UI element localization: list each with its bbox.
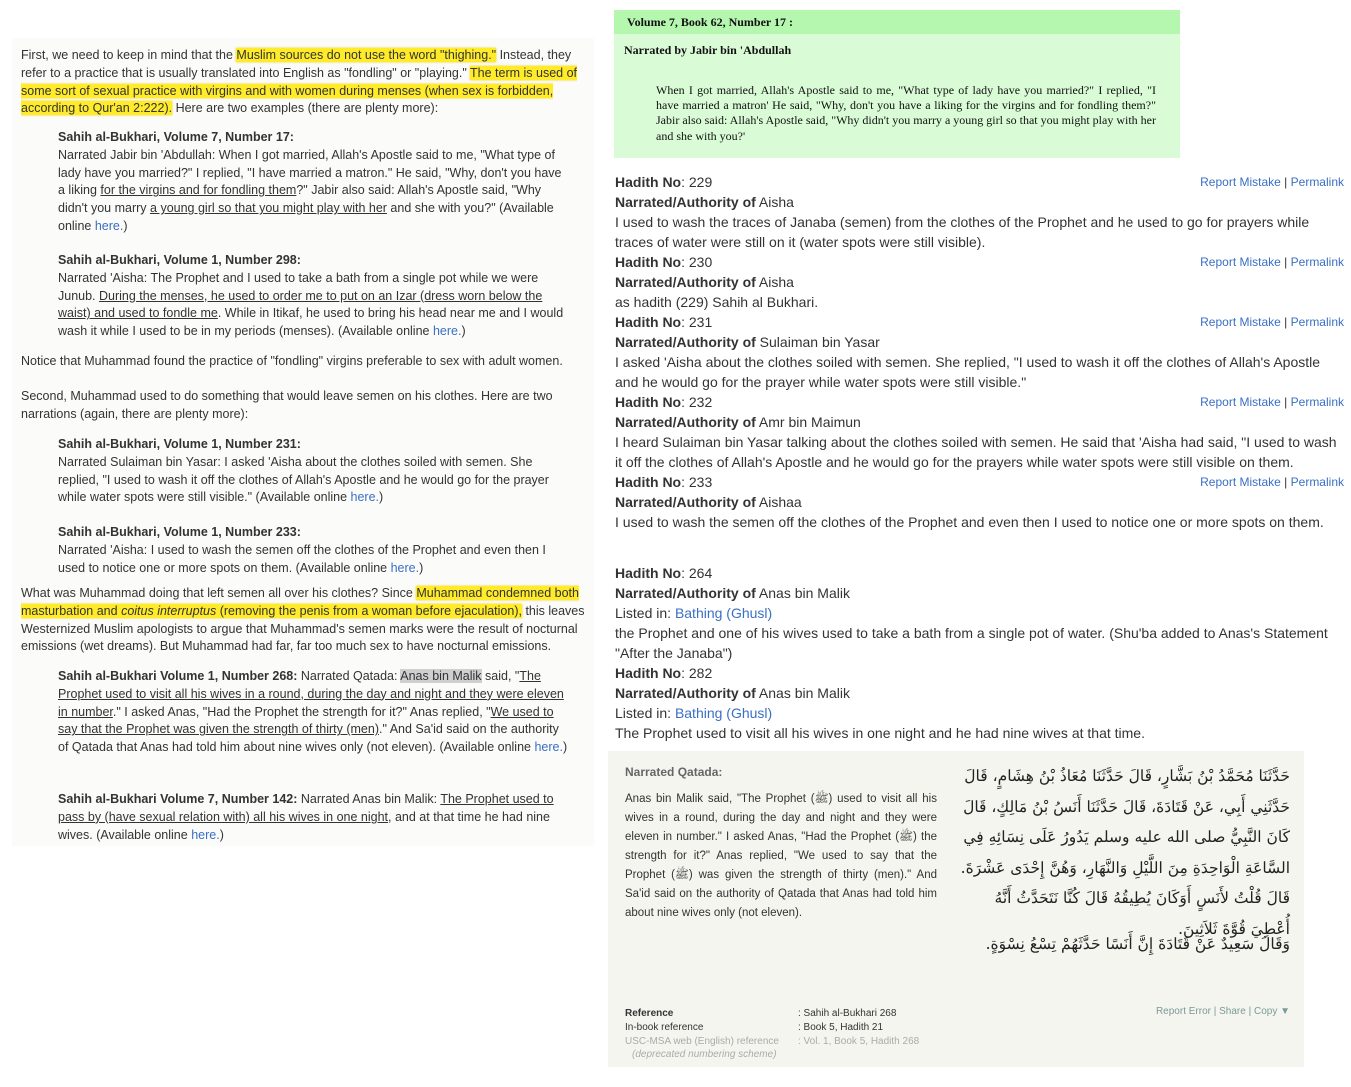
hadith-narrator [615, 492, 802, 512]
label: Hadith No [615, 665, 682, 681]
text: ." And Sa'id said on the authority of Qatada that Anas had told him about nine wives only (not eleven). (Available online [58, 722, 559, 755]
notice-paragraph: Notice that Muhammad found the practice of "fondling" virgins preferable to sex with adult women. [21, 354, 563, 368]
hadith-text: I used to wash the semen off the clothes of the Prophet and even then I used to notice one or more spots on them. [615, 514, 1324, 530]
hadith-actions [1200, 172, 1344, 192]
reference-value: : Sahih al-Bukhari 268 [798, 1008, 897, 1019]
hadith-box-header [614, 10, 1180, 34]
hadith-actions [1200, 392, 1344, 412]
what-paragraph [21, 585, 591, 656]
label: Listed in: [615, 605, 675, 621]
hadith-narrator [615, 332, 880, 352]
quote-bukhari-7-142 [58, 791, 568, 844]
hadith-narrator [615, 683, 850, 703]
underline: The Prophet used to visit all his wives in a round, during the day and night and they were eleven in number [58, 669, 564, 719]
text: ) [219, 827, 224, 842]
narrator: Narrated by Jabir bin 'Abdullah [624, 43, 792, 57]
hadith-text: the Prophet and one of his wives used to take a bath from a single pot of water. (Shu'ba added to Anas's Statement "After the Janaba") [615, 625, 1328, 661]
hadith-box-title: Volume 7, Book 62, Number 17 : [627, 15, 794, 29]
label: Narrated/Authority of [615, 585, 756, 601]
value: : 230 [681, 254, 713, 270]
hadith-narrator [615, 412, 861, 432]
inbook-value: : Book 5, Hadith 21 [798, 1022, 884, 1033]
share-link[interactable]: Share [1219, 1006, 1246, 1017]
text: , and at that time he had nine wives. (Available online [58, 809, 550, 842]
quote-title: Sahih al-Bukhari, Volume 7, Number 17: [58, 130, 294, 144]
text: ?" Jabir also said: Allah's Apostle said, "Why didn't you marry [58, 183, 542, 216]
separator: | [1280, 255, 1291, 269]
source-link[interactable]: here. [432, 324, 462, 339]
label: Hadith No [615, 174, 682, 190]
text: Narrated Qatada: [297, 669, 401, 683]
text: Narrated Sulaiman bin Yasar: I asked 'Aisha about the clothes soiled with semen. She replied, "I used to wash it off the clothes of Allah's Apostle and he would go for the prayer while water spots were still visible." (Available online [58, 454, 549, 505]
value: Anas bin Malik [755, 685, 850, 701]
hadith-number [615, 472, 712, 492]
quote-title: Sahih al-Bukhari, Volume 1, Number 298: [58, 253, 301, 267]
report-mistake-link[interactable]: Report Mistake [1200, 255, 1281, 269]
source-link[interactable]: here. [94, 218, 124, 233]
second-paragraph: Second, Muhammad used to do something that would leave semen on his clothes. Here are two narrations (again, there are plenty more): [21, 389, 553, 421]
text: ) [562, 740, 568, 755]
text: First, we need to keep in mind that the [21, 48, 237, 62]
quote-title: Sahih al-Bukhari Volume 1, Number 268: [58, 669, 298, 683]
label: Narrated/Authority of [615, 685, 756, 701]
value: Aisha [755, 194, 794, 210]
quote-bukhari-1-268 [58, 668, 568, 757]
value: : 264 [681, 565, 713, 581]
hadith-text: I used to wash the traces of Janaba (semen) from the clothes of the Prophet and he used to go for prayers while traces of water were still on it (water spots were still visible). [615, 214, 1310, 250]
report-mistake-link[interactable]: Report Mistake [1200, 175, 1281, 189]
separator: | [1280, 395, 1291, 409]
value: Amr bin Maimun [755, 414, 861, 430]
report-mistake-link[interactable]: Report Mistake [1200, 475, 1281, 489]
text: and she with you?" (Available online [58, 201, 554, 233]
text: . While in Itikaf, he used to bring his head near me and I would wash it while I used to be in my periods (menses). (Available online [58, 306, 564, 339]
hadith-text: When I got married, Allah's Apostle said to me, "What type of lady have you married?" I replied, "I have married a matron' He said, "Why, don't you have a liking for the virgins and for fondling them?" Jabir also said: Allah's Apostle said, "Why didn't you marry a young girl so that you might play with her and she with you?' [656, 83, 1156, 143]
quote-bukhari-7-17 [58, 129, 568, 236]
quote-title: Sahih al-Bukhari Volume 7, Number 142: [58, 792, 298, 806]
deprecated-note: (deprecated numbering scheme) [632, 1049, 777, 1060]
source-link[interactable]: here. [390, 560, 420, 575]
text: Muhammad condemned both masturbation and [21, 586, 579, 618]
underline: We used to say that the Prophet was given the strength of thirty (men) [58, 704, 554, 737]
value: Aisha [755, 274, 794, 290]
report-mistake-link[interactable]: Report Mistake [1200, 395, 1281, 409]
text: Narrated Anas bin Malik: [297, 792, 441, 806]
quote-title: Sahih al-Bukhari, Volume 1, Number 233: [58, 525, 301, 539]
card-actions [1156, 1006, 1290, 1017]
hadith-number [615, 312, 712, 332]
hadith-listed-in [615, 603, 772, 623]
report-error-link[interactable]: Report Error [1155, 1006, 1211, 1017]
hadith-narrator [615, 272, 794, 292]
text: Here are two examples (there are plenty more): [172, 101, 439, 116]
source-link[interactable]: here. [191, 827, 220, 842]
label: Narrated/Authority of [615, 414, 756, 430]
label: Narrated/Authority of [615, 194, 756, 210]
article-panel [12, 38, 594, 846]
separator: | [1280, 175, 1291, 189]
separator: | [1280, 315, 1291, 329]
arabic-text-2: وَقَالَ سَعِيدٌ عَنْ قَتَادَةَ إِنَّ أَنَسًا حَدَّثَهُمْ تِسْعُ نِسْوَةٍ‏.‏ [985, 935, 1290, 953]
sunnah-hadith-card [608, 751, 1304, 1067]
hadith-text: I asked 'Aisha about the clothes soiled with semen. She replied, "I used to wash it off the clothes of Allah's Apostle and he would go for the prayer while water spots were still visible." [615, 354, 1321, 390]
highlight: Muslim sources do not use the word "thighing." [236, 48, 497, 62]
hadith-number [615, 172, 712, 192]
quote-bukhari-1-233 [58, 524, 568, 577]
permalink-link[interactable]: Permalink [1290, 475, 1344, 489]
category-link[interactable]: Bathing (Ghusl) [674, 705, 773, 721]
permalink-link[interactable]: Permalink [1290, 175, 1344, 189]
italic-text: coitus interruptus [121, 603, 217, 618]
underline: The Prophet used to pass by (have sexual relation with) all his wives in one night [58, 792, 554, 824]
hadith-number [615, 663, 712, 683]
hadith-actions [1200, 472, 1344, 492]
hadith-listed-in [615, 703, 772, 723]
value: : 229 [681, 174, 713, 190]
hadith-number [615, 563, 712, 583]
hadith-box-vol7-62-17 [614, 10, 1180, 158]
hadith-text: The Prophet used to visit all his wives in one night and he had nine wives at that time. [615, 725, 1145, 741]
intro-paragraph [21, 47, 591, 118]
text: ) [461, 324, 466, 339]
value: : 232 [681, 394, 713, 410]
hadith-actions [1200, 312, 1344, 332]
label: Hadith No [615, 254, 682, 270]
label: Hadith No [615, 314, 682, 330]
value: Aishaa [755, 494, 802, 510]
arabic-text: حَدَّثَنَا مُحَمَّدُ بْنُ بَشَّارٍ، قَالَ حَدَّثَنَا مُعَاذُ بْنُ هِشَامٍ، قَالَ حَدَّثَنِي أَبِي، عَنْ قَتَادَةَ، قَالَ حَدَّثَنَا أَنَسُ بْنُ مَالِكٍ، قَالَ كَانَ النَّبِيُّ صلى الله عليه وسلم يَدُورُ عَلَى نِسَائِهِ فِي السَّاعَةِ الْوَاحِدَةِ مِنَ اللَّيْلِ وَالنَّهَارِ، وَهُنَّ إِحْدَى عَشْرَةَ‏.‏ قَالَ قُلْتُ لأَنَسٍ أَوَكَانَ يُطِيقُهُ قَالَ كُنَّا نَتَحَدَّثُ أَنَّهُ أُعْطِيَ قُوَّةَ ثَلاَثِينَ‏.‏ [960, 767, 1290, 938]
value: Anas bin Malik [755, 585, 850, 601]
label: Narrated/Authority of [615, 494, 756, 510]
permalink-link[interactable]: Permalink [1290, 395, 1344, 409]
quote-title: Sahih al-Bukhari, Volume 1, Number 231: [58, 437, 301, 451]
report-mistake-link[interactable]: Report Mistake [1200, 315, 1281, 329]
hadith-number [615, 252, 712, 272]
underline: During the menses, he used to order me to put on an Izar (dress worn below the waist) and used to fondle me [58, 288, 543, 321]
hadith-number [615, 392, 712, 412]
reference-label: Reference [625, 1008, 674, 1019]
source-link[interactable]: here. [350, 490, 380, 505]
copy-dropdown[interactable]: Copy ▼ [1253, 1006, 1290, 1017]
hadith-narrator [615, 583, 850, 603]
label: Hadith No [615, 565, 682, 581]
value: : 233 [681, 474, 713, 490]
hadith-narrator [615, 192, 794, 212]
underline: a young girl so that you might play with her [150, 201, 387, 216]
value: : 282 [681, 665, 713, 681]
text: What was Muhammad doing that left semen all over his clothes? Since [21, 586, 417, 600]
separator: | [1210, 1006, 1220, 1017]
value: Sulaiman bin Yasar [755, 334, 880, 350]
usc-value: : Vol. 1, Book 5, Hadith 268 [798, 1036, 920, 1047]
text: ." I asked Anas, "Had the Prophet the strength for it?" Anas replied, " [112, 704, 491, 719]
narrator: Narrated Qatada: [625, 765, 723, 779]
permalink-link[interactable]: Permalink [1290, 315, 1344, 329]
category-link[interactable]: Bathing (Ghusl) [674, 605, 773, 621]
source-link[interactable]: here. [534, 740, 563, 755]
hadith-text: as hadith (229) Sahih al Bukhari. [615, 294, 819, 310]
separator: | [1245, 1006, 1254, 1017]
separator: | [1280, 475, 1291, 489]
text: Narrated 'Aisha: The Prophet and I used to take a bath from a single pot while we were Junub. [58, 270, 539, 303]
text: this leaves Westernized Muslim apologists to argue that Muhammad's semen marks were the result of nocturnal emissions (wet dreams). But Muhammad had far, far too much sex to have nocturnal emissions. [21, 603, 585, 654]
text: ) [419, 560, 424, 575]
label: Narrated/Authority of [615, 274, 756, 290]
text: (removing the penis from a woman before ejaculation), [216, 603, 522, 618]
value: : 231 [681, 314, 713, 330]
text: Narrated Jabir bin 'Abdullah: When I got married, Allah's Apostle said to me, "What type of lady have you married?" I replied, "I have married a matron." He said, "Why, don't you have a liking [58, 147, 562, 198]
label: Hadith No [615, 474, 682, 490]
quote-bukhari-1-298 [58, 252, 568, 341]
quote-bukhari-1-231 [58, 436, 568, 507]
text: ) [379, 490, 384, 505]
hadith-actions [1200, 252, 1344, 272]
english-text: Anas bin Malik said, "The Prophet (ﷺ) used to visit all his wives in a round, during the day and night and they were eleven in number." I asked Anas, "Had the Prophet (ﷺ) the strength for it?" Anas replied, "We used to say that the Prophet (ﷺ) was given the strength of thirty (men)." And Sa'id said on the authority of Qatada that Anas had told him about nine wives only (not eleven). [625, 793, 937, 919]
grey-highlight: Anas bin Malik [400, 669, 482, 683]
text: ) [123, 218, 128, 233]
label: Hadith No [615, 394, 682, 410]
underline: for the virgins and for fondling them [100, 183, 297, 198]
inbook-label: In-book reference [625, 1022, 704, 1033]
hadith-text: I heard Sulaiman bin Yasar talking about the clothes soiled with semen. He said that 'Aisha had said, "I used to wash it off the clothes of Allah's Apostle and he would go for the prayers while water spots were still visible on them. [615, 434, 1337, 470]
text: Narrated 'Aisha: I used to wash the semen off the clothes of the Prophet and even then I used to notice one or more spots on them. (Available online [58, 542, 546, 575]
highlight: The term is used of some sort of sexual practice with virgins and with women during menses (when sex is forbidden, according to Qur'an 2:222). [21, 65, 578, 116]
label: Narrated/Authority of [615, 334, 756, 350]
usc-label: USC-MSA web (English) reference [625, 1036, 779, 1047]
permalink-link[interactable]: Permalink [1290, 255, 1344, 269]
text: said, " [481, 669, 520, 683]
label: Listed in: [615, 705, 675, 721]
text: Instead, they refer to a practice that is usually translated into English as "fondling" or "playing." [21, 48, 572, 80]
